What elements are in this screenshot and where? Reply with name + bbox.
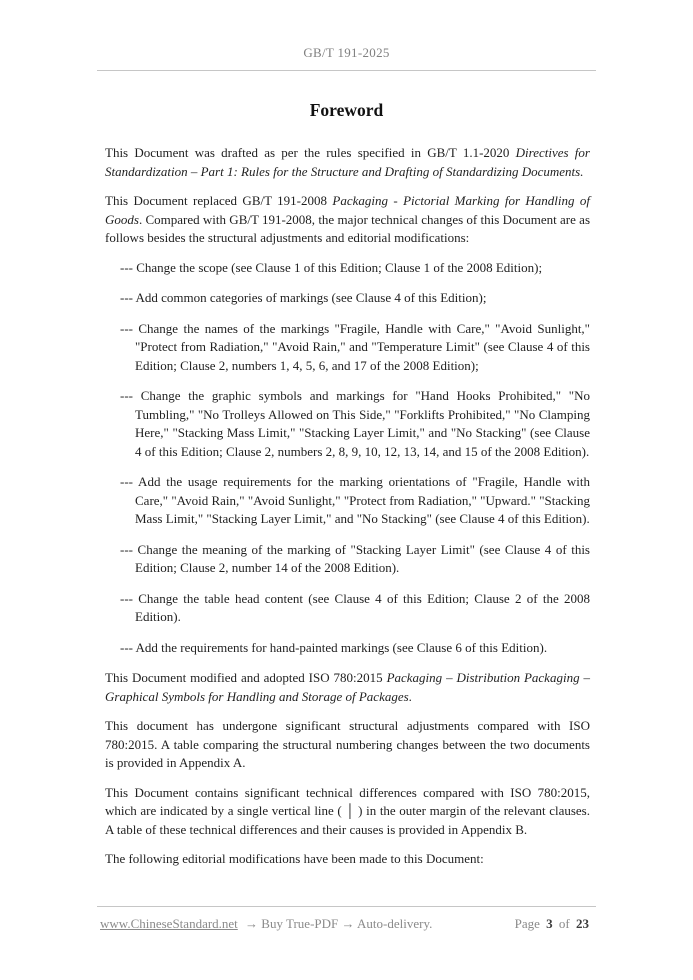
- text-run: --- Change the meaning of the marking of "Stacking Layer Limit" (see Clause 4 of this Edition; Clause 2, number 14 of the 2008 Edition).: [120, 541, 590, 575]
- text-run-italic: Packaging - Pictorial Marking for Handling of Goods: [105, 193, 590, 227]
- text-run: --- Change the names of the markings "Fragile, Handle with Care," "Avoid Sunlight," "Protect from Radiation," "Avoid Rain," and "Temperature Limit" (see Clause 4 of this Edition; Clause 2, numbers 1, 4, 5, 6, and 17 of the 2008 Edition);: [120, 320, 590, 373]
- of-label: of: [558, 916, 570, 931]
- paragraph: [105, 144, 590, 181]
- page-label: Page: [514, 916, 540, 931]
- page-header: [0, 0, 693, 71]
- page-indicator: [515, 916, 589, 932]
- list-item: [120, 473, 590, 529]
- paragraph: [105, 717, 590, 773]
- list-item: [120, 639, 590, 658]
- text-run: This Document modified and adopted ISO 780:2015: [105, 670, 387, 685]
- text-run: --- Add common categories of markings (see Clause 4 of this Edition);: [120, 290, 487, 305]
- text-run: This Document replaced GB/T 191-2008: [105, 193, 333, 208]
- page-current: 3: [546, 916, 553, 931]
- text-run: --- Add the requirements for hand-painted markings (see Clause 6 of this Edition).: [120, 639, 548, 655]
- footer-divider: [97, 906, 596, 907]
- text-run: --- Change the table head content (see Clause 4 of this Edition; Clause 2 of the 2008 Edition).: [120, 590, 590, 624]
- paragraph: [105, 192, 590, 248]
- text-run: . Compared with GB/T 191-2008, the major technical changes of this Document are as follows besides the structural adjustments and editorial modifications:: [105, 211, 590, 245]
- list-item: [120, 541, 590, 578]
- text-run: This Document contains significant technical differences compared with ISO 780:2015, which are indicated by a single vertical line ( │ ) in the outer margin of the relevant clauses. A table of these technical differences and their causes is provided in Appendix B.: [105, 784, 590, 837]
- text-run: --- Change the scope (see Clause 1 of this Edition; Clause 1 of the 2008 Edition);: [120, 259, 543, 275]
- text-run: This document has undergone significant structural adjustments compared with ISO 780:2015. A table comparing the structural numbering changes between the two documents is provided in Appendix A.: [105, 718, 590, 770]
- text-run-italic: Packaging – Distribution Packaging – Graphical Symbols for Handling and Storage of Packages: [105, 670, 590, 704]
- text-run-italic: Directives for Standardization – Part 1: Rules for the Structure and Drafting of Standardizing Documents.: [105, 145, 590, 179]
- list-item: [120, 320, 590, 376]
- paragraph: [105, 850, 590, 869]
- list-item: [120, 259, 590, 278]
- list-item: [120, 289, 590, 308]
- document-body: [105, 144, 590, 869]
- list-item: [120, 387, 590, 461]
- paragraph: [105, 784, 590, 840]
- paragraph: [105, 669, 590, 706]
- page-footer: [0, 906, 693, 932]
- page-total: 23: [576, 916, 589, 931]
- header-divider: [97, 70, 596, 71]
- footer-tagline: → Buy True-PDF → Auto-delivery.: [245, 916, 433, 931]
- text-run: --- Change the graphic symbols and markings for "Hand Hooks Prohibited," "No Tumbling," "No Trolleys Allowed on This Side," "Forklifts Prohibited," "No Clamping Here," "Stacking Mass Limit," "Stacking Layer Limit," and "No Stacking" (see Clause 4 of this Edition; Clause 2, numbers 2, 8, 9, 10, 12, 13, 14, and 15 of the 2008 Edition).: [120, 388, 590, 459]
- text-run: This Document was drafted as per the rules specified in GB/T 1.1-2020: [105, 145, 516, 160]
- doc-number: GB/T 191-2025: [303, 45, 390, 60]
- text-run: The following editorial modifications have been made to this Document:: [105, 851, 484, 866]
- footer-info: [100, 916, 432, 932]
- list-item: [120, 590, 590, 627]
- footer-link[interactable]: www.ChineseStandard.net: [100, 916, 238, 931]
- page-title: Foreword: [309, 100, 384, 120]
- text-run: --- Add the usage requirements for the marking orientations of "Fragile, Handle with Care," "Avoid Rain," "Avoid Sunlight," "Protect from Radiation," "Upward." "Stacking Mass Limit," "Stacking Layer Limit," and "No Stacking" (see Clause 4 of this Edition).: [120, 474, 590, 526]
- text-run: .: [408, 688, 412, 704]
